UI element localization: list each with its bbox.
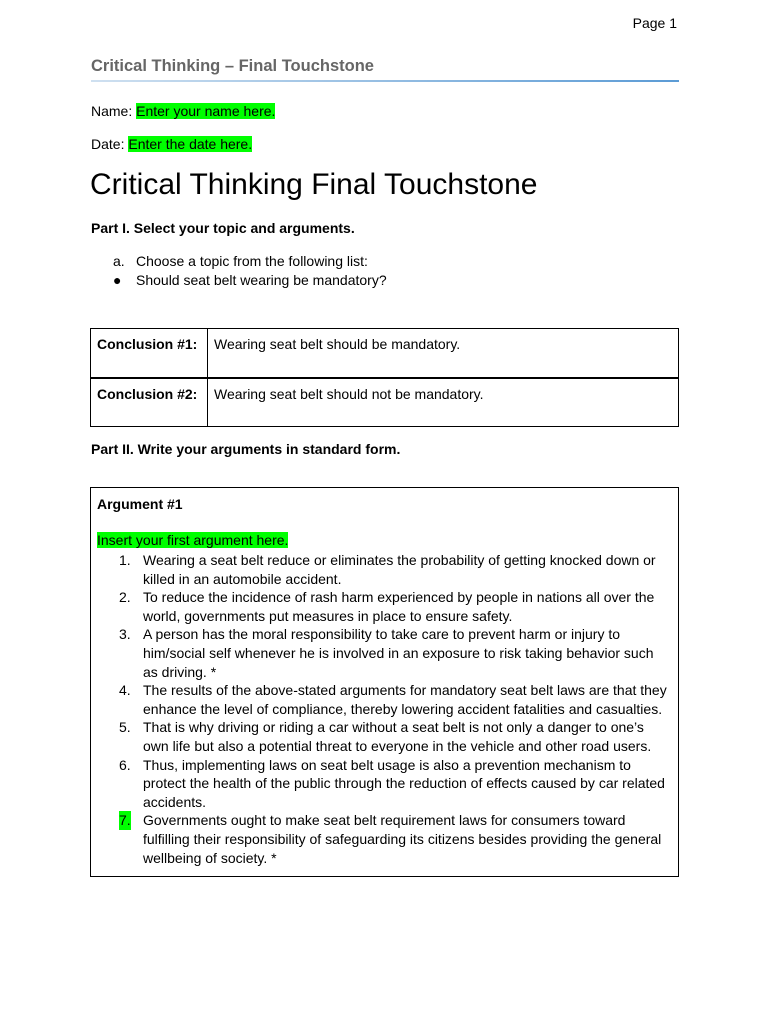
- name-field[interactable]: Enter your name here.: [136, 103, 276, 119]
- topic-list: [113, 252, 387, 290]
- table-row: [91, 329, 679, 379]
- list-item-text: Governments ought to make seat belt requirement laws for consumers toward fulfilling their responsibility of safeguarding its citizens besides providing the general wellbeing of society. *: [143, 812, 662, 866]
- list-number: 4.: [119, 682, 131, 699]
- list-number: 3.: [119, 626, 131, 643]
- list-item: [119, 718, 671, 755]
- conclusions-table: [90, 328, 679, 427]
- list-item-text: Thus, implementing laws on seat belt usage is also a prevention mechanism to protect the health of the public through the reduction of effects caused by car related accidents.: [143, 756, 665, 810]
- list-number: 5.: [119, 719, 131, 736]
- list-item-text: A person has the moral responsibility to take care to prevent harm or injury to him/social self whenever he is involved in an exposure to risk taking behavior such as driving. *: [143, 626, 654, 680]
- conclusion-label: Conclusion #2:: [91, 378, 208, 427]
- conclusion-text[interactable]: Wearing seat belt should be mandatory.: [208, 329, 679, 379]
- list-item: [119, 625, 671, 681]
- header-divider: [91, 80, 679, 82]
- argument-list: [119, 551, 671, 867]
- list-number: 6.: [119, 756, 131, 773]
- list-item-text: The results of the above-stated arguments for mandatory seat belt laws are that they enhance the level of compliance, thereby lowering accident fatalities and casualties.: [143, 682, 667, 717]
- page-number: Page 1: [632, 15, 677, 31]
- name-line: [91, 103, 275, 119]
- date-label: Date:: [91, 136, 125, 152]
- list-item-text: That is why driving or riding a car without a seat belt is not only a danger to one’s own life but also a potential threat to everyone in the vehicle and other road users.: [143, 719, 652, 754]
- argument-placeholder[interactable]: Insert your first argument here.: [97, 532, 289, 548]
- list-number: 1.: [119, 552, 131, 568]
- conclusion-text[interactable]: Wearing seat belt should not be mandatory.: [208, 378, 679, 427]
- argument-title: Argument #1: [97, 496, 183, 512]
- list-item-text: To reduce the incidence of rash harm experienced by people in nations all over the world, governments put measures in place to ensure safety.: [143, 589, 655, 624]
- list-number: 7.: [119, 812, 131, 829]
- part2-heading: Part II. Write your arguments in standard form.: [91, 441, 401, 457]
- list-item: [119, 681, 671, 718]
- instruction-item: [113, 252, 387, 271]
- list-number: 2.: [119, 589, 131, 606]
- bullet-icon: ●: [113, 272, 122, 288]
- list-item: [119, 811, 671, 867]
- conclusion-label: Conclusion #1:: [91, 329, 208, 379]
- date-line: [91, 136, 252, 152]
- document-title: Critical Thinking Final Touchstone: [90, 168, 538, 201]
- list-item-text: Wearing a seat belt reduce or eliminates the probability of getting knocked down or killed in an automobile accident.: [143, 552, 656, 587]
- header-title: Critical Thinking – Final Touchstone: [91, 57, 374, 75]
- list-item: [119, 756, 671, 812]
- topic-item: [113, 271, 387, 290]
- date-field[interactable]: Enter the date here.: [128, 136, 253, 152]
- instruction-text: Choose a topic from the following list:: [136, 253, 368, 269]
- list-marker: a.: [113, 253, 125, 269]
- list-item: [119, 588, 671, 625]
- name-label: Name:: [91, 103, 133, 119]
- table-row: [91, 378, 679, 427]
- list-item: [119, 551, 671, 588]
- part1-heading: Part I. Select your topic and arguments.: [91, 220, 355, 236]
- argument-box[interactable]: [90, 487, 679, 877]
- topic-text: Should seat belt wearing be mandatory?: [136, 272, 387, 288]
